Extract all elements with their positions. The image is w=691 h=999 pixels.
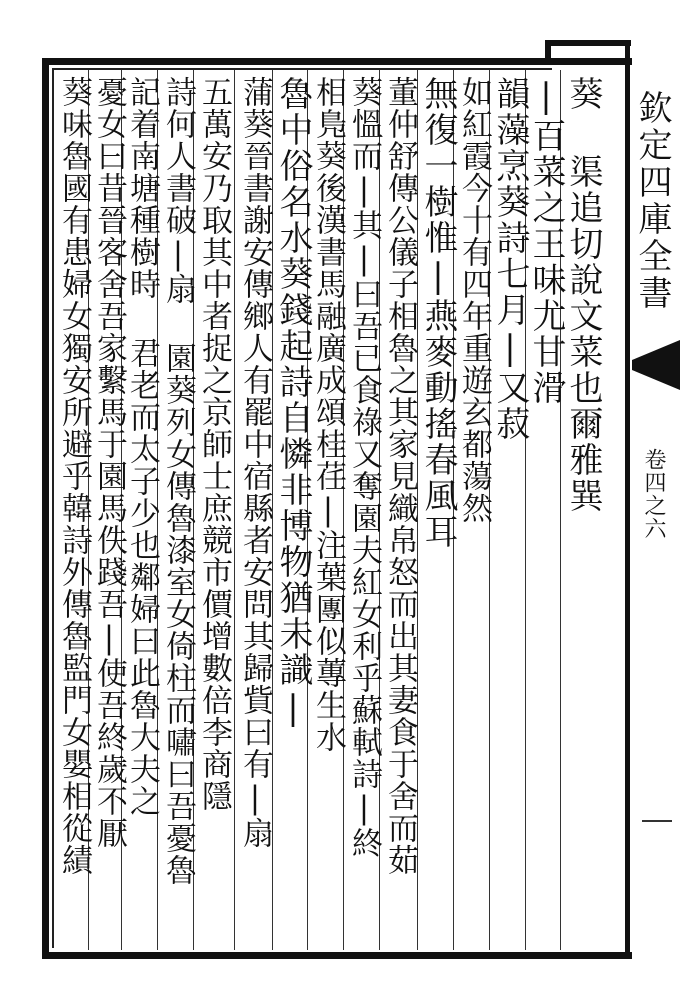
text-column-4: 如紅霞今十有四年重遊玄都蕩然 [456,76,492,524]
book-title: 欽定四庫全書 [632,90,672,312]
fish-tail-mark [632,340,680,390]
inner-border-left [52,68,54,948]
frame-step [545,40,631,46]
text-column-9: 魯中俗名水葵錢起詩自憐非博物猶未識| [273,76,313,730]
text-column-8: 相鳬葵後漢書馬融廣成頌桂荏|注葉團似蓴生水 [310,76,346,753]
frame-border-bottom [42,952,632,959]
text-column-5: 無復一樹惟|燕麥動搖春風耳 [418,76,458,550]
margin-dash [642,820,672,822]
column-rule [234,70,235,950]
page-margin [632,60,680,960]
text-column-14: 憂女曰昔晉客舍吾家繫馬于園馬佚踐吾|使吾終歲不厭 [91,76,127,849]
text-column-15: 葵味魯國有患婦女獨安所避乎韓詩外傳魯監門女嬰相從績 [56,76,92,876]
inner-border-top [52,68,552,70]
text-column-3: 韻藻烹葵詩七月|又菽 [490,76,530,442]
frame-border-top [42,58,632,65]
volume-label: 卷四之六 [641,448,666,540]
text-column-11: 五萬安乃取其中者捉之京師士庶競市價增數倍李商隱 [196,76,232,812]
frame-border-left [42,58,49,958]
text-column-13: 記着南塘種樹時 君老而太子少也鄰婦曰此魯大夫之 [124,76,160,817]
text-column-12: 詩何人書破|扇 園葵列女傳魯漆室女倚柱而嘯曰吾憂魯 [160,76,196,886]
text-column-1: 葵 渠追切說文菜也爾雅巽 [563,76,603,514]
text-column-7: 葵慍而|其|曰吾已食祿又奪園夫紅女利乎蘇軾詩|終 [346,76,382,859]
frame-step-vertical [545,40,551,64]
text-column-10: 蒲葵晉書謝安傳鄉人有罷中宿縣者安問其歸貲曰有|扇 [237,76,273,849]
frame-border-right [625,44,630,959]
text-column-2: |百菜之王味尤甘滑 [526,76,566,406]
text-column-6: 董仲舒傳公儀子相魯之其家見織帛怒而出其妻食于舍而茹 [382,76,418,876]
